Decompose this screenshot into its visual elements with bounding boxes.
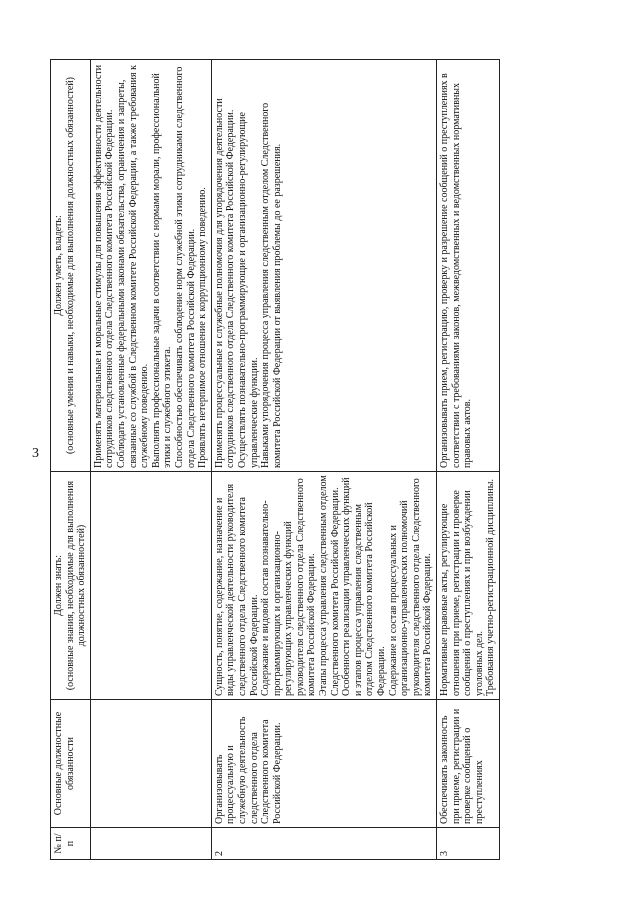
knowledge-item: Нормативные правовые акты, регулирующие отношения при приеме, регистрации и проверке сообщений о преступлениях и при возбуждении уголовных дел. bbox=[439, 490, 485, 696]
row-skills-cell bbox=[211, 60, 436, 472]
skill-item: Применять материальные и моральные стимулы для повышения эффективности деятельности сотрудников следственного отдела Следственного комитета Российской Федерации. bbox=[92, 64, 116, 468]
knowledge-item: Содержание и видовой состав познавательно-программирующих и организационно-регулирующих управленческих функций руководителя следственного отдела Следственного комитета Российской Федерации. bbox=[260, 478, 318, 696]
skill-item: Осуществлять познавательно-программирующие и организационно-регулирующие управленческие функции. bbox=[236, 112, 260, 468]
skill-item: Соблюдать установленные федеральными законами обязательства, ограничения и запреты, связанные со службой в Следственном комитете Российской Федерации, а также требования к служебному поведению. bbox=[115, 65, 151, 468]
page-number: 3 bbox=[32, 446, 39, 461]
header-knowledge-title: Должен знать: bbox=[53, 555, 64, 616]
row-duties-cell: Организовывать процессуальную и служебную деятельность следственного отдела Следственного комитета Российской Федерации. bbox=[211, 700, 436, 828]
row-number-cell: 3 bbox=[437, 828, 500, 860]
header-skills-title: Должен уметь, владеть: bbox=[53, 215, 64, 316]
row-knowledge-cell bbox=[211, 472, 436, 700]
table-row bbox=[211, 60, 436, 860]
skill-item: Организовывать прием, регистрацию, проверку и разрешение сообщений о преступлениях в соответствии с требованиями законов, межведомственных и ведомственных нормативных правовых актов. bbox=[439, 73, 474, 468]
row-duties-cell bbox=[90, 700, 211, 828]
skill-item: Проявлять нетерпимое отношение к коррупционному поведению. bbox=[197, 187, 209, 468]
row-knowledge-cell bbox=[90, 472, 211, 700]
skill-item: Применять процессуальные и служебные полномочия для упорядочения деятельности сотрудников следственного отдела Следственного комитета Российской Федерации. bbox=[213, 98, 237, 468]
header-knowledge bbox=[51, 472, 91, 700]
table-row bbox=[437, 60, 500, 860]
knowledge-item: Особенности реализации управленческих функций и этапов процесса управления следственным отделом Следственного комитета Российской Федерации. bbox=[341, 477, 388, 696]
header-duties: Основные должностные обязанности bbox=[51, 700, 91, 828]
row-skills-cell bbox=[90, 60, 211, 472]
rotated-content bbox=[50, 60, 585, 860]
skill-item: Выполнять профессиональные задачи в соответствии с нормами морали, профессиональной этики и служебного этикета. bbox=[150, 73, 174, 468]
table-row bbox=[90, 60, 211, 860]
knowledge-item: Требования учетно-регистрационной дисциплины. bbox=[485, 479, 497, 696]
row-number-cell bbox=[90, 828, 211, 860]
row-knowledge-cell bbox=[437, 472, 500, 700]
knowledge-item: Сущность, понятие, содержание, назначение и виды управленческой деятельности руководителя следственного отдела Следственного комитета Российской Федерации. bbox=[213, 483, 260, 696]
knowledge-item: Этапы процесса управления следственным отделом Следственного комитета Российской Федерации. bbox=[318, 475, 341, 696]
skill-item: Способностью обеспечивать соблюдение норм служебной этики сотрудниками следственного отдела Следственного комитета Российской Федерации. bbox=[173, 66, 197, 468]
header-number: № п/п bbox=[51, 828, 91, 860]
header-knowledge-subtitle: (основные знания, необходимые для выполнения должностных обязанностей) bbox=[64, 480, 88, 691]
row-duties-cell: Обеспечивать законность при приеме, регистрации и проверке сообщений о преступлениях bbox=[437, 700, 500, 828]
header-skills-subtitle: (основные умения и навыки, необходимые для выполнения должностных обязанностей) bbox=[64, 76, 76, 455]
header-skills bbox=[51, 60, 91, 472]
skill-item: Навыками упорядочения процесса управления следственным отделом Следственного комитета Российской Федерации от выявления проблемы до ее разрешения. bbox=[260, 102, 283, 468]
row-number-cell: 2 bbox=[211, 828, 436, 860]
row-skills-cell bbox=[437, 60, 500, 472]
knowledge-item: Содержание и состав процессуальных и организационно-управленческих полномочий руководителя следственного отдела Следственного комитета Российской Федерации. bbox=[387, 478, 434, 696]
table-header-row bbox=[51, 60, 91, 860]
duties-table bbox=[50, 59, 500, 860]
